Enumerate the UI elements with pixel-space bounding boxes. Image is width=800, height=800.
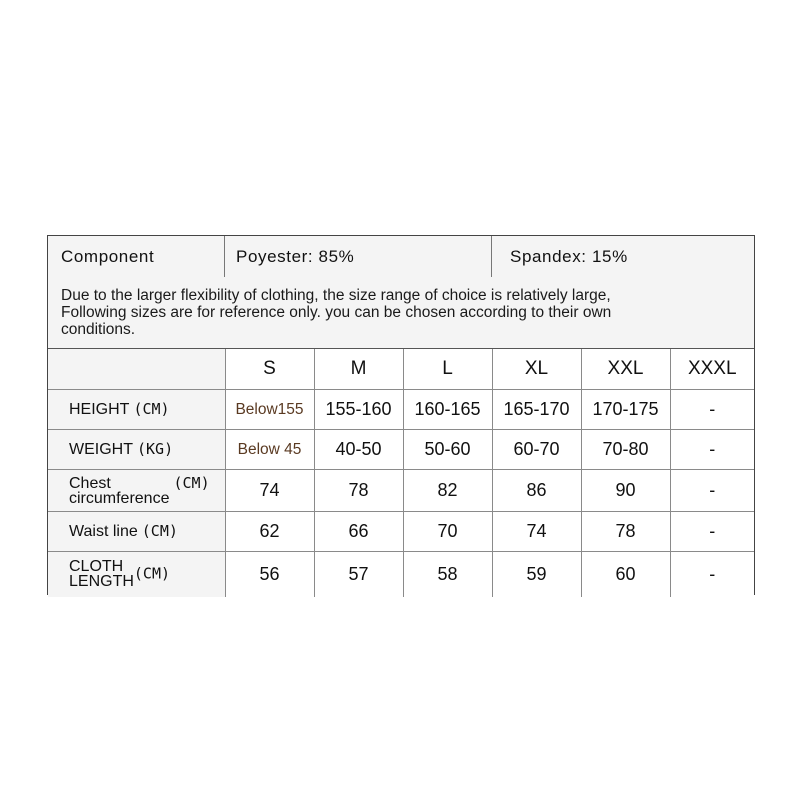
table-cell: 74 xyxy=(225,470,314,512)
table-cell: 60 xyxy=(581,552,670,597)
table-cell: 78 xyxy=(314,470,403,512)
table-cell: 155-160 xyxy=(314,390,403,430)
cloth-length-unit: (CM) xyxy=(133,564,171,583)
table-cell: 78 xyxy=(581,512,670,552)
note-line-2: Following sizes are for reference only. you can be chosen according to their own xyxy=(61,304,612,321)
spandex-value: Spandex: 15% xyxy=(510,246,628,266)
table-cell: 82 xyxy=(403,470,492,512)
table-cell: 90 xyxy=(581,470,670,512)
waist-label: Waist line (CM) xyxy=(48,512,225,552)
corner-cell xyxy=(48,349,225,390)
table-cell: 60-70 xyxy=(492,430,581,470)
size-l: L xyxy=(403,349,492,390)
table-cell: 62 xyxy=(225,512,314,552)
table-cell: - xyxy=(670,512,754,552)
table-cell: 57 xyxy=(314,552,403,597)
table-cell: 70 xyxy=(403,512,492,552)
weight-row xyxy=(48,430,754,470)
table-cell: 165-170 xyxy=(492,390,581,430)
note-line-1: Due to the larger flexibility of clothing, the size range of choice is relatively large, xyxy=(61,287,611,304)
cloth-length-row xyxy=(48,552,754,597)
note-line-3: conditions. xyxy=(61,321,136,338)
size-xl: XL xyxy=(492,349,581,390)
table-cell: 74 xyxy=(492,512,581,552)
table-cell: - xyxy=(670,552,754,597)
polyester-value: Poyester: 85% xyxy=(225,236,492,277)
component-row xyxy=(48,236,754,278)
height-row xyxy=(48,390,754,430)
weight-unit: (KG) xyxy=(137,440,174,458)
table-cell: 58 xyxy=(403,552,492,597)
table-cell: 56 xyxy=(225,552,314,597)
cloth-length-label: CLOTH LENGTH(CM) xyxy=(48,552,225,597)
size-s: S xyxy=(225,349,314,390)
table-cell: 40-50 xyxy=(314,430,403,470)
table-cell: 70-80 xyxy=(581,430,670,470)
weight-label: WEIGHT (KG) xyxy=(48,430,225,470)
size-chart xyxy=(47,235,755,595)
size-table xyxy=(48,349,754,597)
table-cell: 160-165 xyxy=(403,390,492,430)
table-cell: - xyxy=(670,430,754,470)
size-note xyxy=(48,277,754,349)
table-cell: 59 xyxy=(492,552,581,597)
size-xxl: XXL xyxy=(581,349,670,390)
waist-unit: (CM) xyxy=(141,522,178,540)
height-label: HEIGHT (CM) xyxy=(48,390,225,430)
table-cell: - xyxy=(670,470,754,512)
table-cell: - xyxy=(670,390,754,430)
table-cell: Below155 xyxy=(225,390,314,430)
waist-row xyxy=(48,512,754,552)
chest-unit: (CM) xyxy=(173,473,210,492)
table-cell: 66 xyxy=(314,512,403,552)
chest-row xyxy=(48,470,754,512)
table-cell: Below 45 xyxy=(225,430,314,470)
size-m: M xyxy=(314,349,403,390)
chest-label: Chest circumference(CM) xyxy=(48,470,225,512)
table-cell: 50-60 xyxy=(403,430,492,470)
height-unit: (CM) xyxy=(133,400,170,418)
size-xxxl: XXXL xyxy=(670,349,754,390)
table-cell: 170-175 xyxy=(581,390,670,430)
table-cell: 86 xyxy=(492,470,581,512)
size-header-row xyxy=(48,349,754,390)
component-label: Component xyxy=(48,236,225,277)
